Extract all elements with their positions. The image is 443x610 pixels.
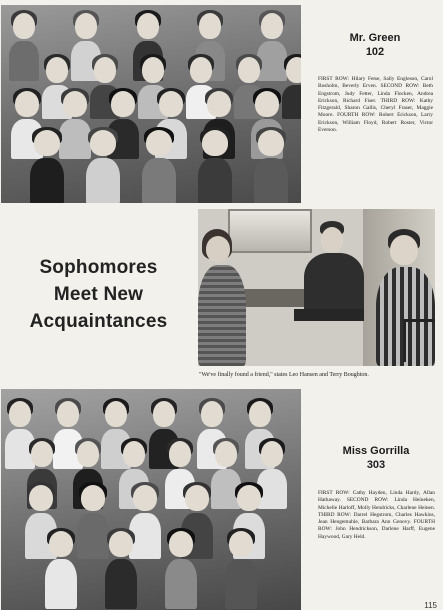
headline-line-2: Meet New	[53, 284, 144, 305]
top-class-photo	[1, 5, 301, 203]
headline-line-3: Acquaintances	[29, 311, 168, 332]
bottom-class-caption: FIRST ROW: Cathy Hayden, Linda Hardy, Allan Hathaway. SECOND ROW: Linda Heineken, Michelle Harloff, Molly Hendricks, Charlene Heinen. THIRD ROW: Darrel Hegstrom, Charles Hawkins, Jean Hengemuhle, Barbara Ann Genovy. FOURTH ROW: John Hendrickson, Darlene Harff, Eugene Haywood, Gary Held.	[318, 490, 435, 540]
feature-photo	[198, 209, 435, 366]
feature-photo-chair	[403, 319, 435, 362]
feature-photo-window	[228, 209, 312, 253]
page-number: 115	[424, 601, 437, 610]
top-class-teacher: Mr. Green	[349, 32, 401, 44]
feature-photo-caption: "We've finally found a friend," states Leo Hansen and Terry Boughton.	[199, 372, 369, 378]
bottom-class-room: 303	[366, 459, 386, 471]
top-class-caption: FIRST ROW: Hilary Fetse, Sally Engleson, Carol Bosholm, Beverly Erven. SECOND ROW: Beth Engstrom, Judy Fetter, Linda Flocken, Andrea Erickson, Richard Fiser. THIRD ROW: Kathy Fitzgerald, Sharon Gallis, Cheryl Fraser, Maggie Moore. FOURTH ROW: Robert Erickson, Larry Erickson, William Floyd, Robert Roster, Victor Everson.	[318, 76, 433, 134]
bottom-class-photo	[1, 389, 301, 610]
headline-line-1: Sophomores	[39, 257, 158, 278]
bottom-class-teacher: Miss Gorrilla	[342, 445, 410, 457]
feature-headline	[0, 254, 197, 335]
top-class-room: 102	[365, 46, 385, 58]
